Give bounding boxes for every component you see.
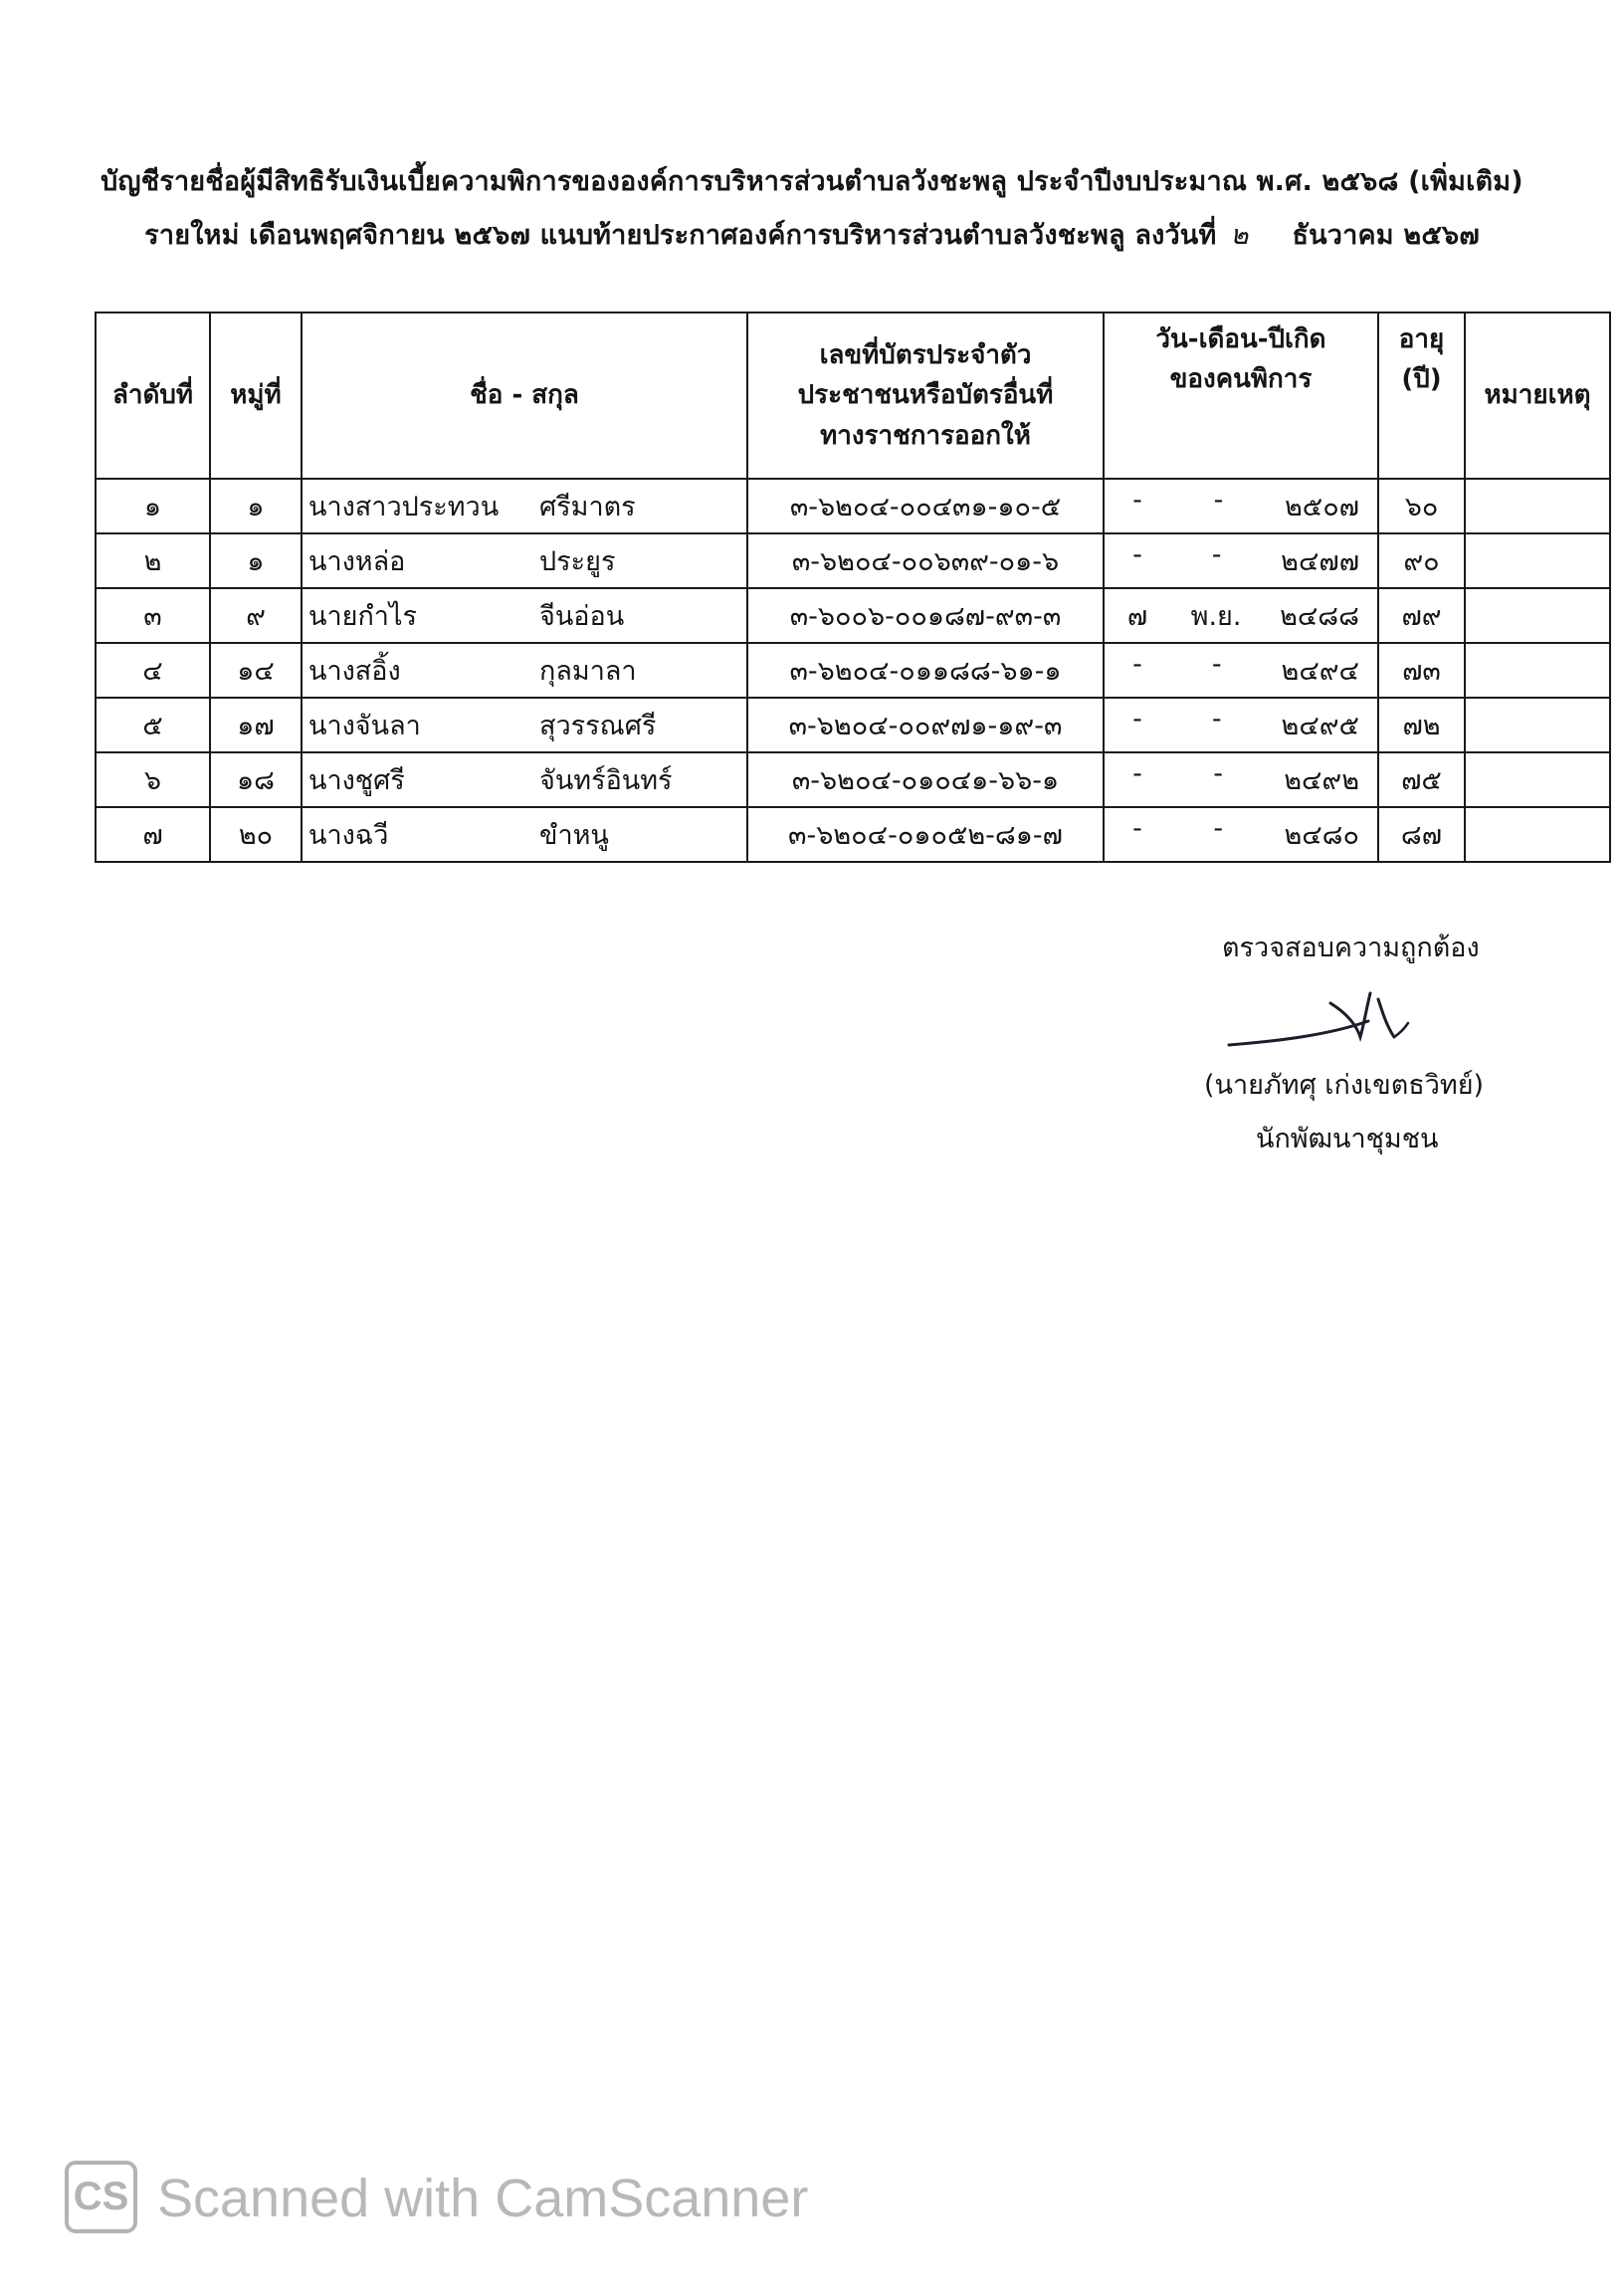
cell-village: ๙ — [210, 588, 302, 643]
document-title: บัญชีรายชื่อผู้มีสิทธิรับเงินเบี้ยความพิการขององค์การบริหารส่วนตำบลวังชะพลู ประจำปีงบประมาณ พ.ศ. ๒๕๖๘ (เพิ่มเติม) — [101, 166, 1523, 197]
cell-id-number: ๓-๖๒๐๔-๐๑๐๔๑-๖๖-๑ — [747, 752, 1104, 807]
table-row — [96, 752, 1610, 807]
dob-year: ๒๔๘๐ — [1284, 820, 1359, 851]
dob-month: พ.ย. — [1190, 601, 1242, 632]
cell-order: ๒ — [96, 533, 210, 588]
cell-order: ๗ — [96, 807, 210, 862]
cell-remark — [1465, 698, 1610, 752]
cell-age: ๙๐ — [1378, 533, 1465, 588]
dob-day: - — [1132, 539, 1142, 570]
header-dob — [1104, 313, 1378, 479]
cell-remark — [1465, 807, 1610, 862]
dob-year: ๒๔๘๘ — [1280, 601, 1359, 632]
dob-day: - — [1132, 758, 1142, 789]
header-order: ลำดับที่ — [96, 313, 210, 479]
cell-name — [302, 588, 747, 643]
cell-age: ๗๕ — [1378, 752, 1465, 807]
signer-position: นักพัฒนาชุมชน — [1256, 1124, 1439, 1154]
header-id-line2: ประชาชนหรือบัตรอื่นที่ — [797, 380, 1054, 411]
cell-village: ๑๘ — [210, 752, 302, 807]
cell-age: ๗๒ — [1378, 698, 1465, 752]
first-name: นางหล่อ — [308, 546, 406, 577]
cell-village: ๑ — [210, 533, 302, 588]
cell-remark — [1465, 533, 1610, 588]
cell-village: ๑ — [210, 479, 302, 533]
subtitle-text-before: รายใหม่ เดือนพฤศจิกายน ๒๕๖๗ แนบท้ายประกาศองค์การบริหารส่วนตำบลวังชะพลู ลงวันที่ — [144, 220, 1217, 251]
header-id-line1: เลขที่บัตรประจำตัว — [819, 340, 1032, 371]
handwritten-signature — [1219, 963, 1448, 1063]
cell-order: ๕ — [96, 698, 210, 752]
cell-age: ๖๐ — [1378, 479, 1465, 533]
cell-remark — [1465, 479, 1610, 533]
cell-id-number: ๓-๖๒๐๔-๐๑๐๕๒-๘๑-๗ — [747, 807, 1104, 862]
header-age-line1: อายุ — [1398, 324, 1445, 354]
cell-remark — [1465, 752, 1610, 807]
document-subtitle — [0, 213, 1624, 256]
cell-dob — [1104, 807, 1378, 862]
dob-month: - — [1211, 649, 1222, 680]
subtitle-text-after: ธันวาคม ๒๕๖๗ — [1292, 220, 1480, 251]
header-dob-line2: ของคนพิการ — [1169, 364, 1313, 395]
header-age-line2: (ปี) — [1401, 364, 1442, 395]
header-village: หมู่ที่ — [210, 313, 302, 479]
dob-month: - — [1213, 758, 1223, 789]
cell-id-number: ๓-๖๒๐๔-๐๐๙๗๑-๑๙-๓ — [747, 698, 1104, 752]
cell-remark — [1465, 588, 1610, 643]
dob-day: - — [1132, 485, 1142, 516]
cell-village: ๒๐ — [210, 807, 302, 862]
beneficiary-table — [95, 312, 1611, 863]
cell-dob — [1104, 533, 1378, 588]
cell-name — [302, 807, 747, 862]
table-body — [96, 479, 1610, 862]
dob-year: ๒๔๙๕ — [1281, 711, 1359, 741]
dob-year: ๒๔๙๔ — [1281, 656, 1359, 687]
cell-name — [302, 533, 747, 588]
cell-name — [302, 752, 747, 807]
cell-dob — [1104, 752, 1378, 807]
camscanner-watermark: Scanned with CamScanner — [157, 2169, 809, 2228]
cell-order: ๖ — [96, 752, 210, 807]
last-name: จีนอ่อน — [539, 601, 625, 632]
cell-name — [302, 698, 747, 752]
last-name: ขำหนู — [539, 820, 609, 851]
header-id-line3: ทางราชการออกให้ — [820, 420, 1031, 451]
cell-order: ๔ — [96, 643, 210, 698]
last-name: ประยูร — [539, 546, 616, 577]
dob-day: - — [1132, 813, 1142, 844]
header-id-card — [747, 313, 1104, 479]
cell-id-number: ๓-๖๒๐๔-๐๐๔๓๑-๑๐-๕ — [747, 479, 1104, 533]
handwritten-day: ๒ — [1230, 220, 1249, 251]
cell-age: ๗๙ — [1378, 588, 1465, 643]
dob-day: ๗ — [1126, 601, 1148, 632]
last-name: สุวรรณศรี — [539, 711, 657, 741]
table-row — [96, 479, 1610, 533]
table-row — [96, 643, 1610, 698]
header-name: ชื่อ - สกุล — [302, 313, 747, 479]
first-name: นางสอิ้ง — [308, 656, 401, 687]
first-name: นางจันลา — [308, 711, 421, 741]
first-name: นายกำไร — [308, 601, 418, 632]
dob-day: - — [1132, 704, 1142, 734]
header-dob-line1: วัน-เดือน-ปีเกิด — [1155, 324, 1326, 354]
table-row — [96, 588, 1610, 643]
cell-order: ๑ — [96, 479, 210, 533]
cell-age: ๗๓ — [1378, 643, 1465, 698]
first-name: นางชูศรี — [308, 765, 405, 796]
table-row — [96, 698, 1610, 752]
table-row — [96, 807, 1610, 862]
dob-day: - — [1132, 649, 1142, 680]
dob-year: ๒๔๙๒ — [1284, 765, 1359, 796]
first-name: นางฉวี — [308, 820, 389, 851]
cell-age: ๘๗ — [1378, 807, 1465, 862]
table-row — [96, 533, 1610, 588]
dob-month: - — [1211, 539, 1222, 570]
cell-name — [302, 643, 747, 698]
cell-village: ๑๗ — [210, 698, 302, 752]
header-remark: หมายเหตุ — [1465, 313, 1610, 479]
last-name: จันทร์อินทร์ — [539, 765, 673, 796]
camscanner-logo-icon: CS — [65, 2161, 137, 2233]
cell-dob — [1104, 643, 1378, 698]
cell-id-number: ๓-๖๒๐๔-๐๐๖๓๙-๐๑-๖ — [747, 533, 1104, 588]
cell-dob — [1104, 698, 1378, 752]
dob-month: - — [1213, 813, 1224, 844]
cell-id-number: ๓-๖๐๐๖-๐๐๑๘๗-๙๓-๓ — [747, 588, 1104, 643]
dob-year: ๒๕๐๗ — [1284, 492, 1359, 522]
cell-dob — [1104, 588, 1378, 643]
signer-name: (นายภัทศุ เก่งเขตธวิทย์) — [1204, 1070, 1485, 1101]
cell-dob — [1104, 479, 1378, 533]
first-name: นางสาวประทวน — [308, 492, 500, 522]
last-name: ศรีมาตร — [539, 492, 636, 522]
cell-remark — [1465, 643, 1610, 698]
dob-year: ๒๔๗๗ — [1281, 546, 1359, 577]
dob-month: - — [1211, 704, 1222, 734]
last-name: กุลมาลา — [539, 656, 637, 687]
certify-label: ตรวจสอบความถูกต้อง — [1222, 933, 1480, 963]
cell-order: ๓ — [96, 588, 210, 643]
cell-name — [302, 479, 747, 533]
cell-village: ๑๔ — [210, 643, 302, 698]
header-age — [1378, 313, 1465, 479]
cell-id-number: ๓-๖๒๐๔-๐๑๑๘๘-๖๑-๑ — [747, 643, 1104, 698]
table-header-row — [96, 313, 1610, 479]
dob-month: - — [1213, 485, 1224, 516]
